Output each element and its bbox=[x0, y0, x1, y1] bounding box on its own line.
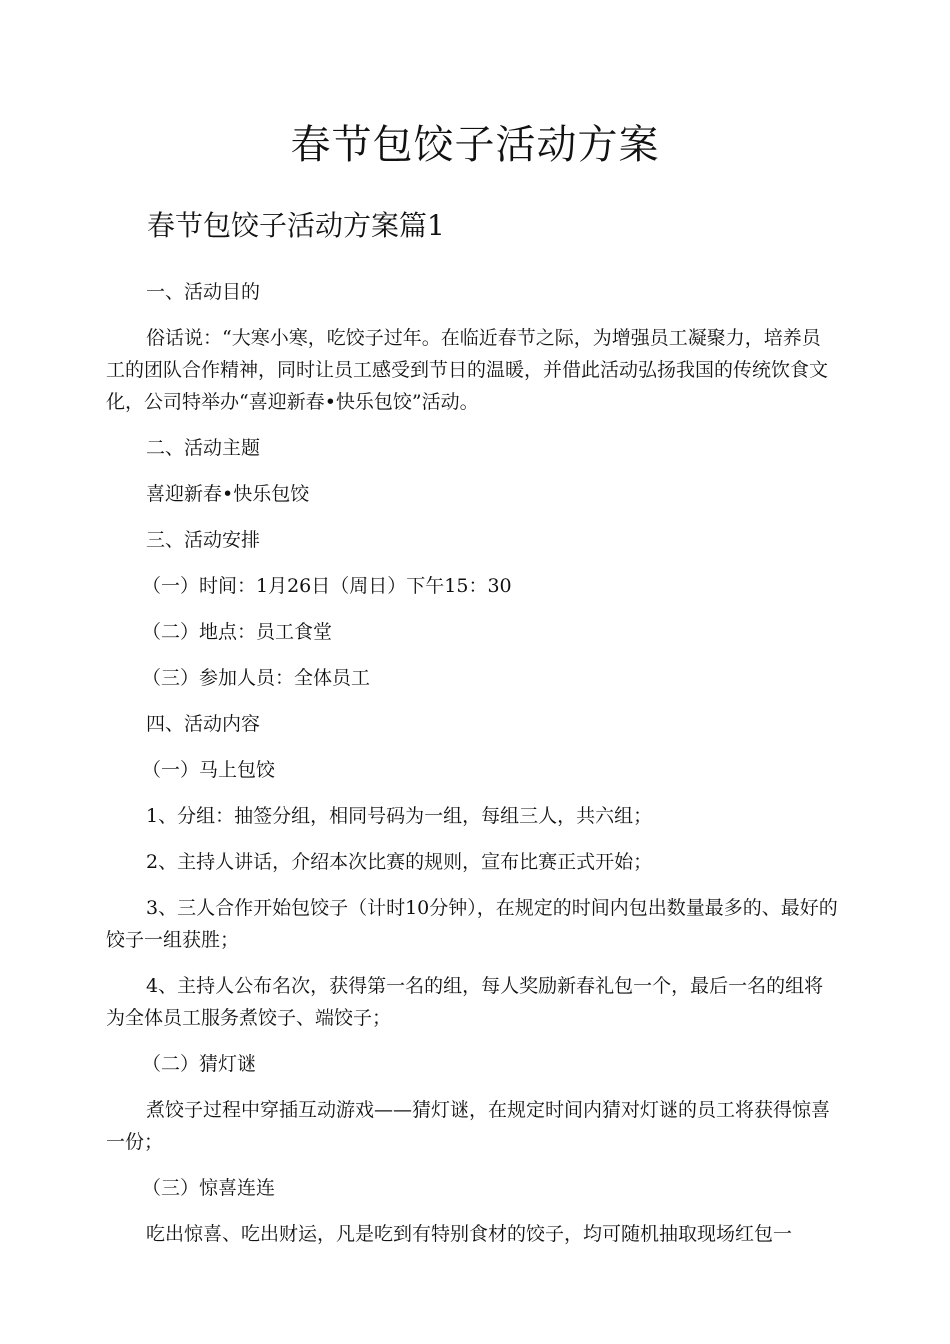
item-participants: （三）参加人员：全体员工 bbox=[142, 667, 371, 689]
list-item-competition: 3、三人合作开始包饺子（计时10分钟），在规定的时间内包出数量最多的、最好的饺子一组获胜； bbox=[106, 897, 838, 951]
item-location: （二）地点：员工食堂 bbox=[142, 621, 333, 643]
subheading-riddles: （二）猜灯谜 bbox=[142, 1053, 257, 1075]
item-time: （一）时间：1月26日（周日）下午15：30 bbox=[142, 575, 512, 597]
paragraph-riddles: 煮饺子过程中穿插互动游戏——猜灯谜，在规定时间内猜对灯谜的员工将获得惊喜一份； bbox=[106, 1099, 831, 1153]
document-title: 春节包饺子活动方案 bbox=[290, 122, 660, 168]
heading-arrangement: 三、活动安排 bbox=[146, 529, 261, 551]
heading-content: 四、活动内容 bbox=[146, 713, 261, 735]
list-item-grouping: 1、分组：抽签分组，相同号码为一组，每组三人，共六组； bbox=[146, 805, 653, 827]
list-item-ranking: 4、主持人公布名次，获得第一名的组，每人奖励新春礼包一个，最后一名的组将为全体员工服务煮饺子、端饺子； bbox=[106, 975, 824, 1029]
paragraph-purpose: 俗话说：“大寒小寒，吃饺子过年。在临近春节之际，为增强员工凝聚力，培养员工的团队合作精神，同时让员工感受到节日的温暖，并借此活动弘扬我国的传统饮食文化，公司特举办“喜迎新春•快乐包饺”活动。 bbox=[106, 327, 829, 413]
section-title: 春节包饺子活动方案篇1 bbox=[147, 209, 445, 242]
list-item-host-speech: 2、主持人讲话，介绍本次比赛的规则，宣布比赛正式开始； bbox=[146, 851, 653, 873]
heading-theme: 二、活动主题 bbox=[146, 437, 261, 459]
document-body bbox=[106, 276, 838, 1250]
paragraph-theme: 喜迎新春•快乐包饺 bbox=[146, 483, 310, 505]
heading-purpose: 一、活动目的 bbox=[146, 281, 261, 303]
paragraph-surprises: 吃出惊喜、吃出财运，凡是吃到有特别食材的饺子，均可随机抽取现场红包一 bbox=[146, 1223, 793, 1245]
subheading-dumplings: （一）马上包饺 bbox=[142, 759, 276, 781]
subheading-surprises: （三）惊喜连连 bbox=[142, 1177, 276, 1199]
